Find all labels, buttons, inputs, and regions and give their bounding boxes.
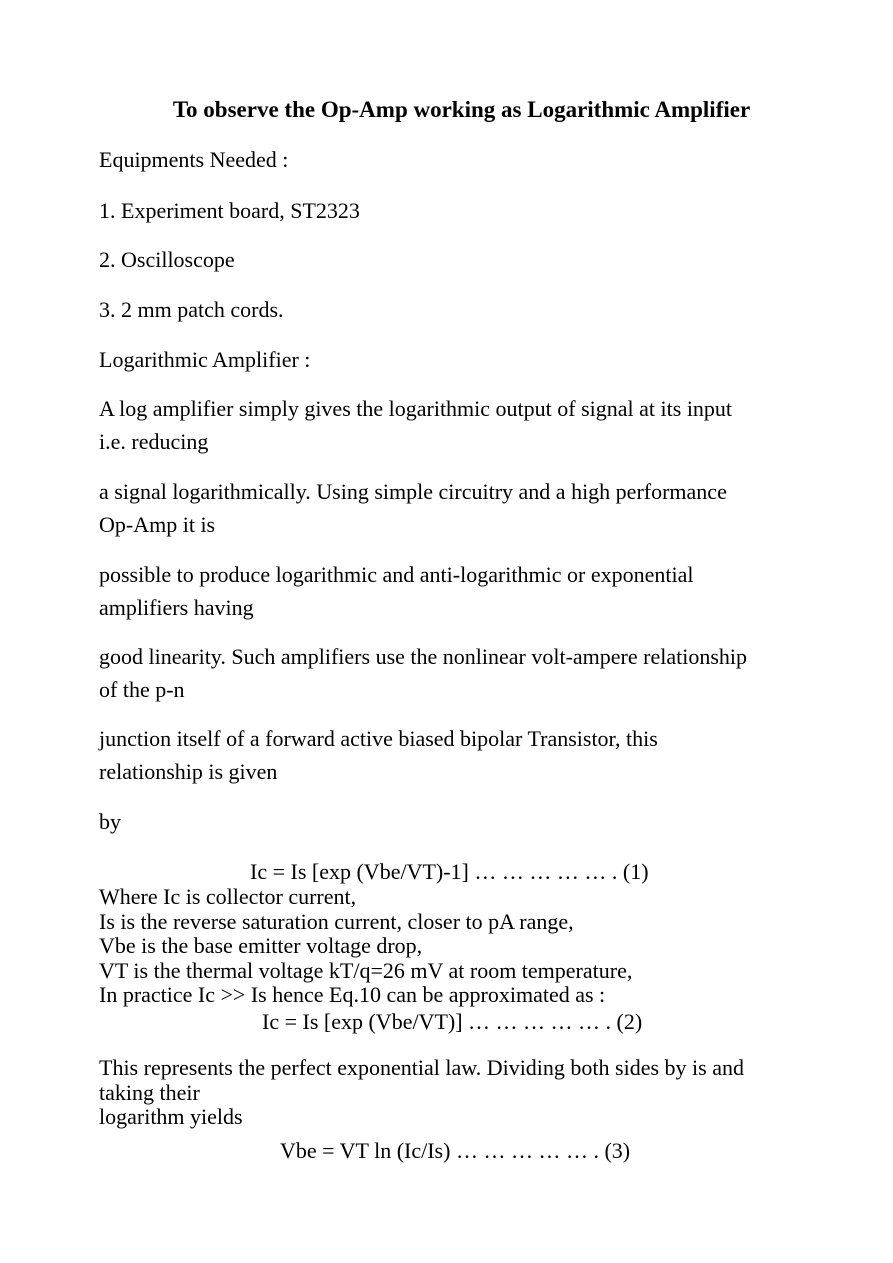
definition-is: Is is the reverse saturation current, closer to pA range, xyxy=(99,908,574,934)
equipments-heading: Equipments Needed : xyxy=(99,147,289,172)
conclusion-line-2: taking their xyxy=(99,1079,200,1105)
paragraph-3-line-1: possible to produce logarithmic and anti-logarithmic or exponential xyxy=(99,562,694,587)
paragraph-1-line-1: A log amplifier simply gives the logarithmic output of signal at its input xyxy=(99,396,733,421)
conclusion-line-1: This represents the perfect exponential law. Dividing both sides by is and xyxy=(99,1055,744,1080)
paragraph-3-line-2: amplifiers having xyxy=(99,595,254,620)
paragraph-4-line-2: of the p-n xyxy=(99,677,185,702)
conclusion-line-3: logarithm yields xyxy=(99,1104,243,1130)
paragraph-2 xyxy=(99,475,839,541)
paragraph-1 xyxy=(99,392,839,458)
paragraph-2-line-2: Op-Amp it is xyxy=(99,512,216,537)
paragraph-5-line-2: relationship is given xyxy=(99,759,278,784)
paragraph-3 xyxy=(99,558,839,624)
paragraph-5 xyxy=(99,722,839,788)
definition-ic: Where Ic is collector current, xyxy=(99,884,357,909)
log-amp-heading: Logarithmic Amplifier : xyxy=(99,347,311,372)
paragraph-2-line-1: a signal logarithmically. Using simple circuitry and a high performance xyxy=(99,479,727,504)
equation-1: Ic = Is [exp (Vbe/VT)-1] … … … … … . (1) xyxy=(250,859,649,884)
by-word: by xyxy=(99,809,121,834)
definition-vbe: Vbe is the base emitter voltage drop, xyxy=(99,933,423,959)
paragraph-5-line-1: junction itself of a forward active biased bipolar Transistor, this xyxy=(99,726,658,751)
definition-approximation: In practice Ic >> Is hence Eq.10 can be approximated as : xyxy=(99,982,606,1008)
paragraph-4-line-1: good linearity. Such amplifiers use the nonlinear volt-ampere relationship xyxy=(99,644,748,669)
paragraph-4 xyxy=(99,640,839,706)
equipment-item-oscilloscope: 2. Oscilloscope xyxy=(99,247,235,272)
equipment-item-board: 1. Experiment board, ST2323 xyxy=(99,198,360,223)
definition-vt: VT is the thermal voltage kT/q=26 mV at room temperature, xyxy=(99,957,633,983)
equipment-item-patch-cords: 3. 2 mm patch cords. xyxy=(99,297,284,322)
equation-2: Ic = Is [exp (Vbe/VT)] … … … … … . (2) xyxy=(262,1009,643,1034)
page-title: To observe the Op-Amp working as Logarithmic Amplifier xyxy=(172,97,751,122)
conclusion-block xyxy=(99,1056,744,1130)
paragraph-1-line-2: i.e. reducing xyxy=(99,429,209,454)
definitions-block xyxy=(99,885,632,1008)
equation-3: Vbe = VT ln (Ic/Is) … … … … … . (3) xyxy=(280,1138,631,1163)
